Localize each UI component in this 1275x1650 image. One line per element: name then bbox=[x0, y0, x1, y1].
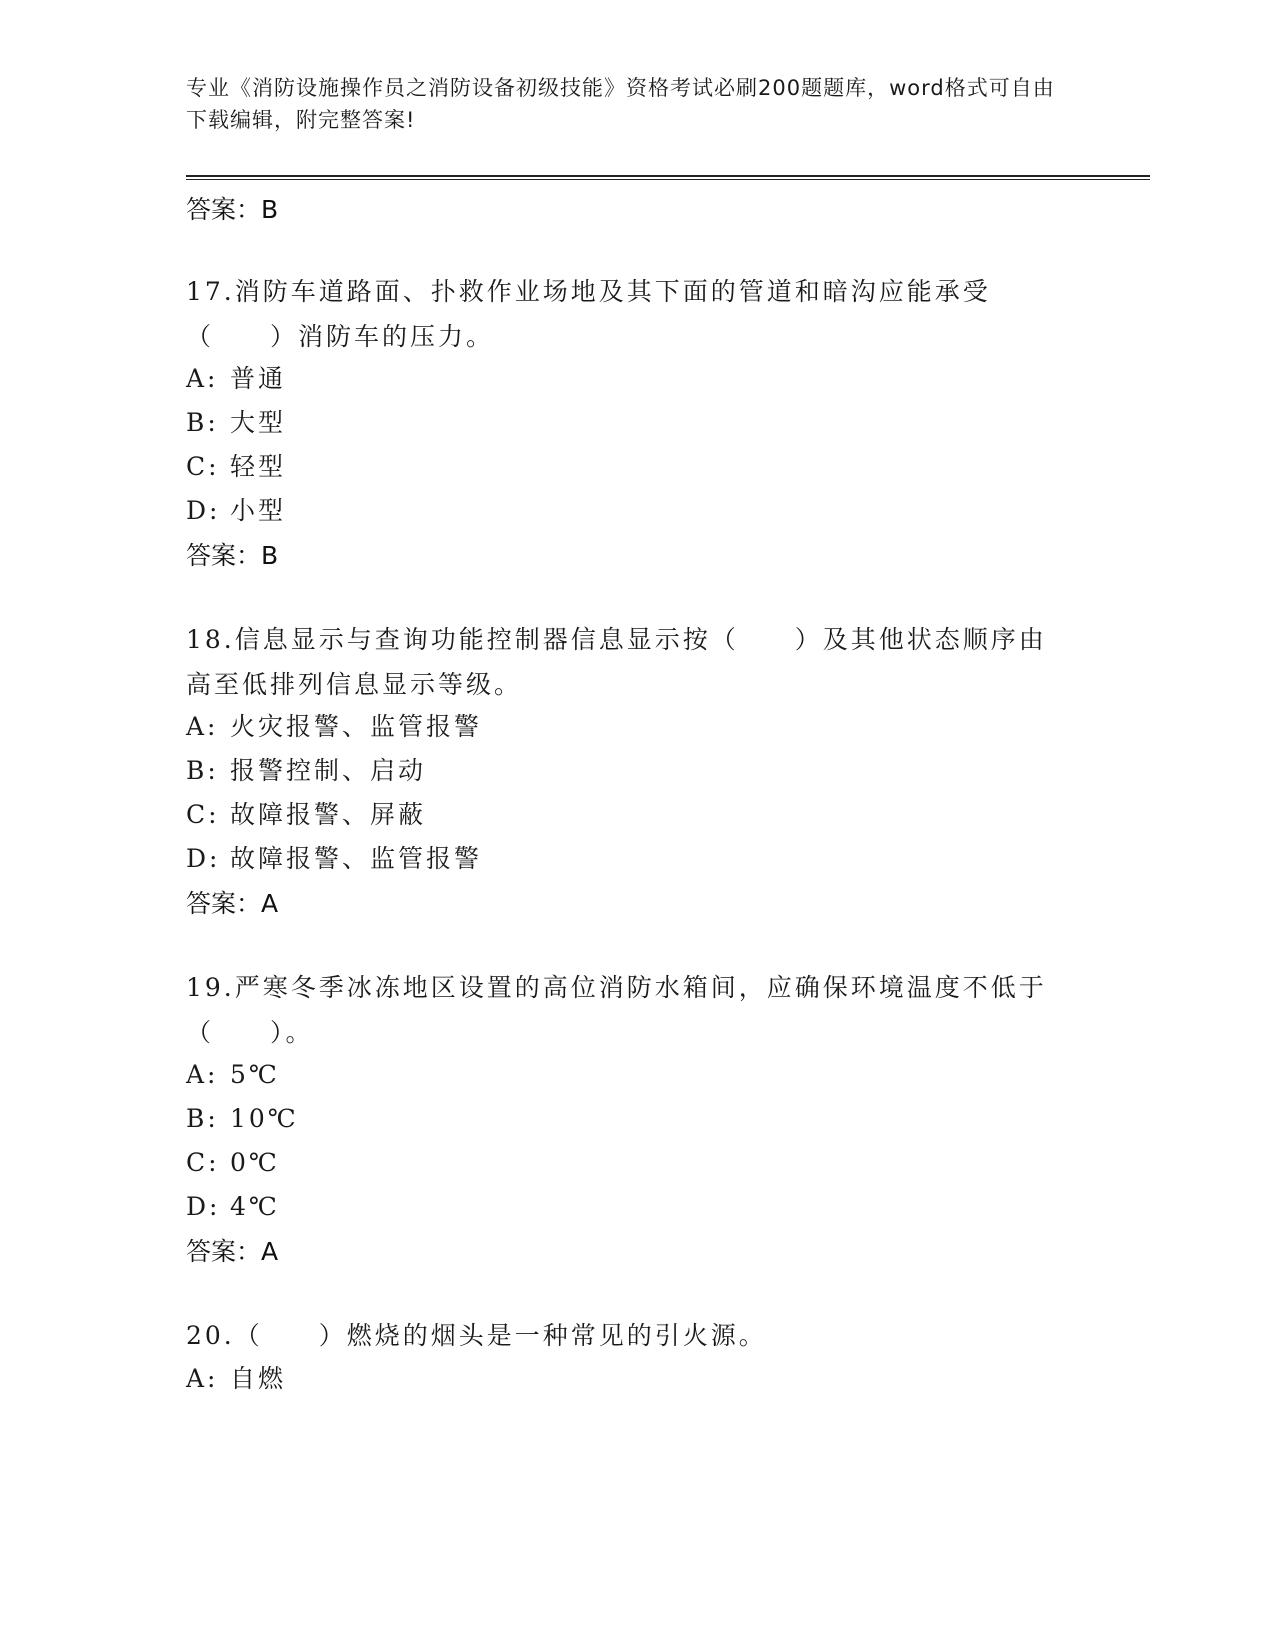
question-17-option-b bbox=[186, 406, 286, 440]
option-text: 普通 bbox=[230, 364, 287, 393]
question-17-answer: 答案：B bbox=[186, 541, 279, 570]
question-17-option-d bbox=[186, 494, 286, 528]
option-letter: C: bbox=[186, 1148, 220, 1177]
option-text: 0℃ bbox=[230, 1148, 280, 1177]
question-20-option-a bbox=[186, 1362, 286, 1396]
option-letter: D: bbox=[186, 1192, 221, 1221]
question-17-stem: 17.消防车道路面、扑救作业场地及其下面的管道和暗沟应能承受（ ）消防车的压力。 bbox=[186, 277, 991, 351]
option-text: 故障报警、屏蔽 bbox=[230, 800, 427, 829]
question-20-stem: 20.（ ）燃烧的烟头是一种常见的引火源。 bbox=[186, 1321, 767, 1350]
question-18-option-c bbox=[186, 798, 426, 832]
question-18-option-a bbox=[186, 710, 482, 744]
question-17-option-c bbox=[186, 450, 286, 484]
question-17-option-a bbox=[186, 362, 286, 396]
option-letter: B: bbox=[186, 408, 219, 437]
option-text: 5℃ bbox=[230, 1060, 280, 1089]
option-text: 火灾报警、监管报警 bbox=[230, 712, 483, 741]
question-19-option-c bbox=[186, 1146, 280, 1180]
option-text: 报警控制、启动 bbox=[230, 756, 427, 785]
option-letter: A: bbox=[186, 1060, 219, 1089]
question-19-option-b bbox=[186, 1102, 299, 1136]
question-18-option-b bbox=[186, 754, 426, 788]
option-letter: D: bbox=[186, 844, 221, 873]
question-19-option-a bbox=[186, 1058, 280, 1092]
document-header: 专业《消防设施操作员之消防设备初级技能》资格考试必刷200题题库，word格式可自由下载编辑，附完整答案! bbox=[186, 76, 1055, 132]
option-letter: A: bbox=[186, 364, 219, 393]
header-divider bbox=[186, 175, 1150, 180]
option-letter: A: bbox=[186, 1364, 219, 1393]
question-19-answer: 答案：A bbox=[186, 1237, 279, 1266]
option-text: 故障报警、监管报警 bbox=[230, 844, 483, 873]
option-letter: D: bbox=[186, 496, 221, 525]
option-letter: B: bbox=[186, 1104, 219, 1133]
option-text: 4℃ bbox=[230, 1192, 280, 1221]
option-text: 轻型 bbox=[230, 452, 287, 481]
option-letter: B: bbox=[186, 756, 219, 785]
option-letter: C: bbox=[186, 800, 220, 829]
question-18-stem: 18.信息显示与查询功能控制器信息显示按（ ）及其他状态顺序由高至低排列信息显示等级。 bbox=[186, 625, 1047, 699]
question-18-option-d bbox=[186, 842, 482, 876]
question-18-answer: 答案：A bbox=[186, 889, 279, 918]
question-19-stem: 19.严寒冬季冰冻地区设置的高位消防水箱间，应确保环境温度不低于（ ）。 bbox=[186, 973, 1047, 1047]
option-text: 10℃ bbox=[230, 1104, 299, 1133]
option-letter: C: bbox=[186, 452, 220, 481]
option-letter: A: bbox=[186, 712, 219, 741]
question-19-option-d bbox=[186, 1190, 280, 1224]
option-text: 小型 bbox=[230, 496, 287, 525]
option-text: 大型 bbox=[230, 408, 287, 437]
answer-line: 答案：B bbox=[186, 195, 279, 224]
option-text: 自燃 bbox=[230, 1364, 287, 1393]
